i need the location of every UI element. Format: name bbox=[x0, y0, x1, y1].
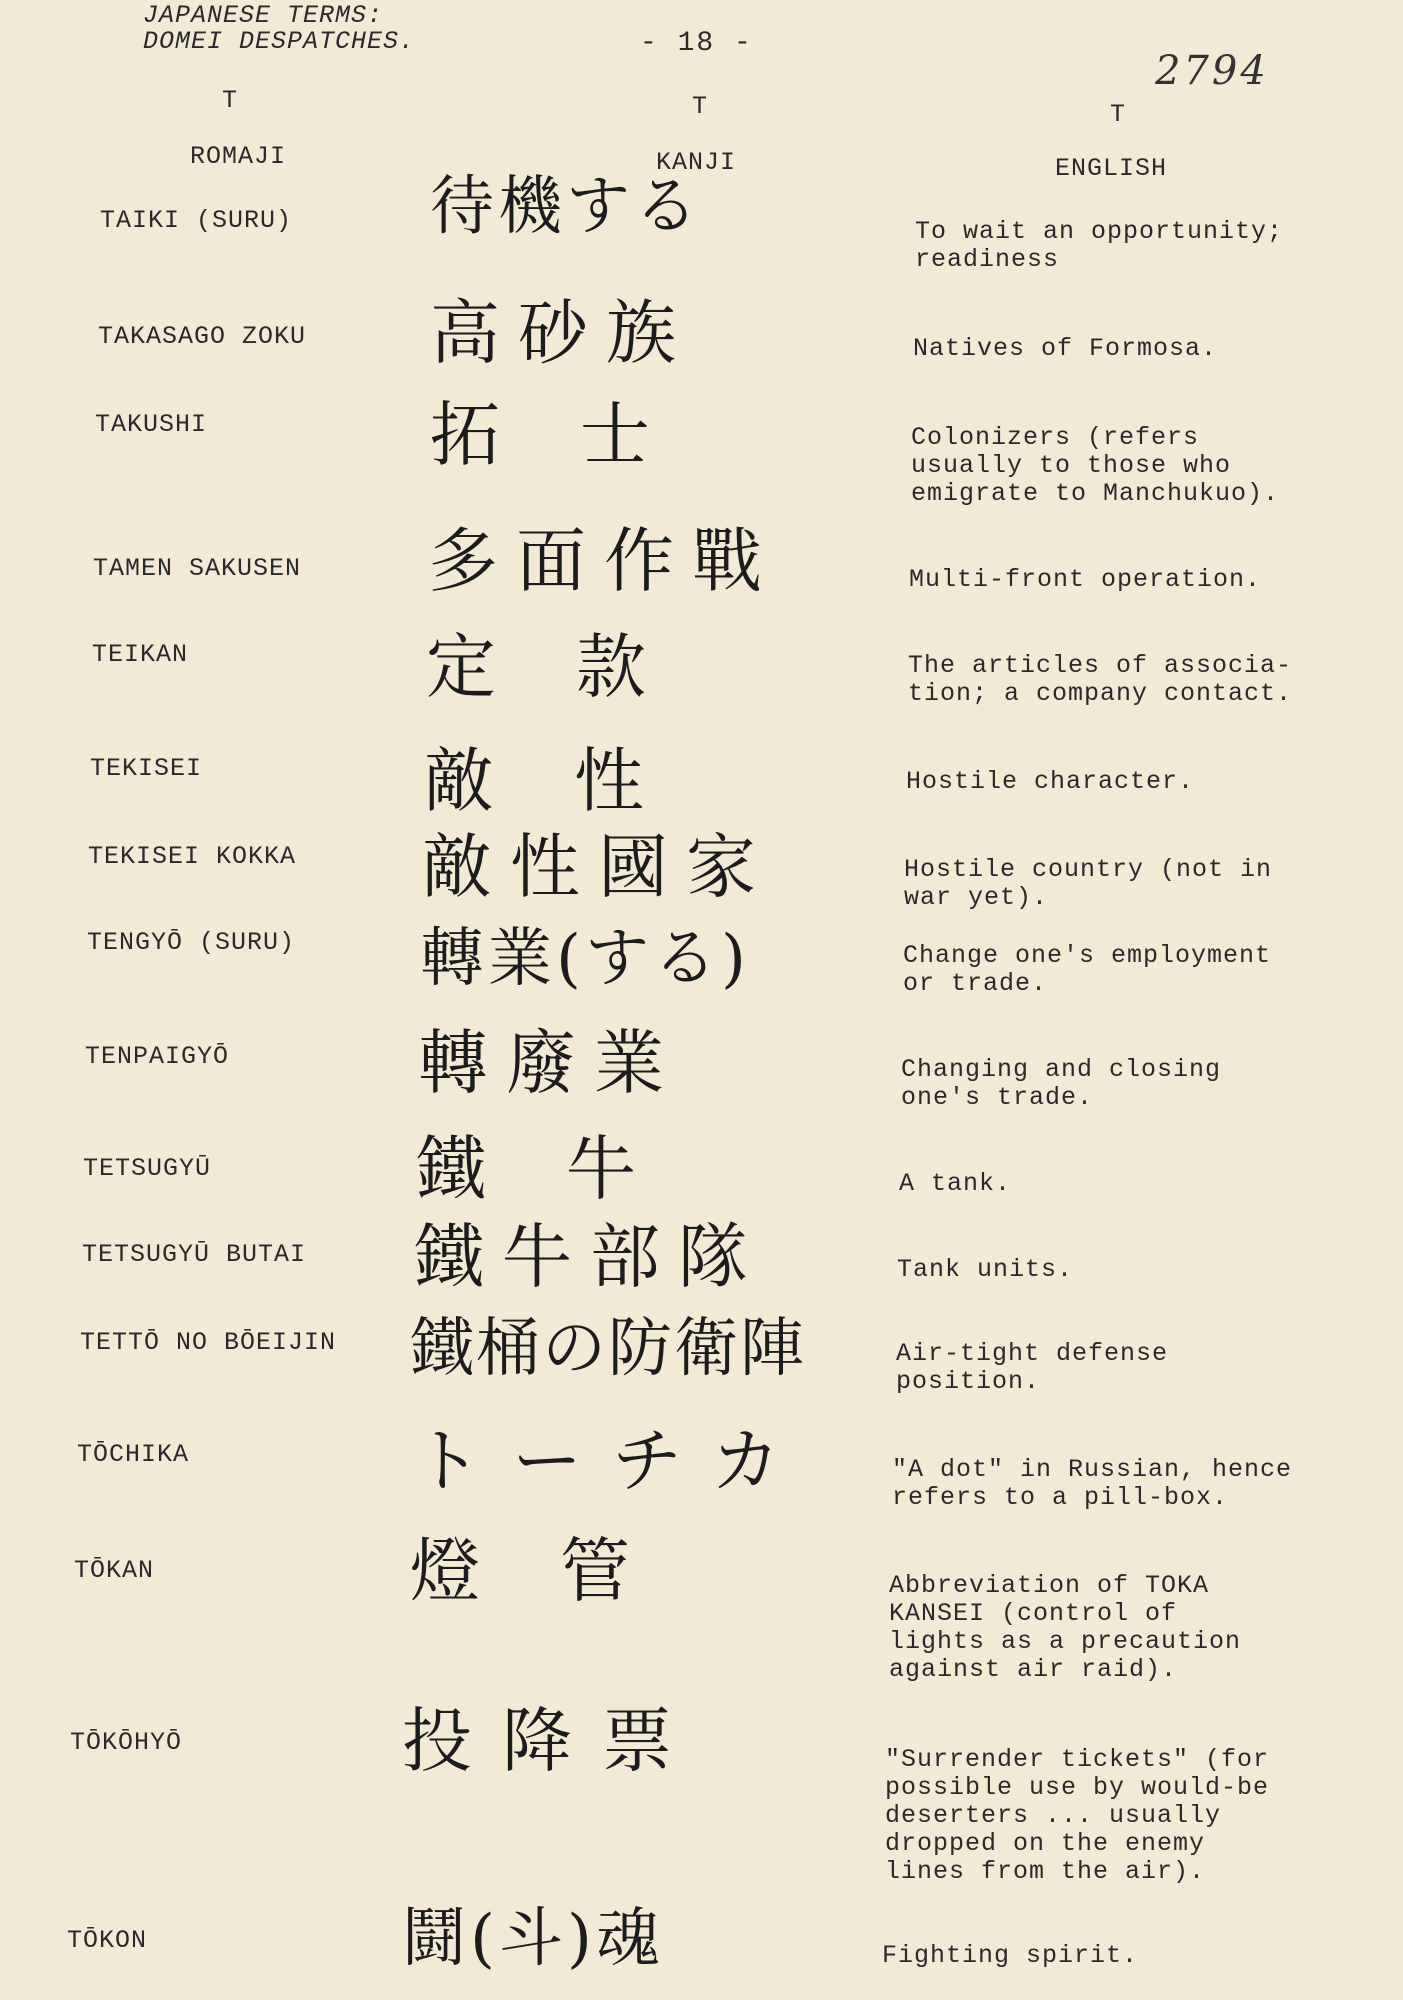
entry-7-romaji: TEKISEI KOKKA bbox=[88, 842, 297, 871]
entry-6-kanji: 敵性 bbox=[424, 740, 724, 822]
entry-16-english: Fighting spirit. bbox=[882, 1941, 1139, 1970]
column-header-kanji: KANJI bbox=[656, 148, 737, 177]
entry-6-romaji: TEKISEI bbox=[90, 754, 203, 783]
entry-15-kanji: 投降票 bbox=[402, 1700, 702, 1782]
entry-13-romaji: TŌCHIKA bbox=[77, 1440, 190, 1469]
entry-10-romaji: TETSUGYŪ bbox=[83, 1154, 212, 1183]
entry-8-english: Change one's employment or trade. bbox=[903, 941, 1272, 998]
entry-15-romaji: TŌKŌHYŌ bbox=[70, 1728, 183, 1757]
entry-13-english: "A dot" in Russian, hence refers to a pill-box. bbox=[892, 1455, 1293, 1512]
entry-4-english: Multi-front operation. bbox=[909, 565, 1262, 594]
entry-9-romaji: TENPAIGYŌ bbox=[85, 1042, 230, 1071]
entry-11-english: Tank units. bbox=[897, 1255, 1074, 1284]
entry-12-romaji: TETTŌ NO BŌEIJIN bbox=[80, 1328, 337, 1357]
entry-3-romaji: TAKUSHI bbox=[95, 410, 208, 439]
entry-14-kanji: 燈管 bbox=[410, 1530, 710, 1612]
entry-5-kanji: 定款 bbox=[426, 626, 726, 708]
header-title-line-2: DOMEI DESPATCHES. bbox=[143, 27, 416, 56]
entry-11-kanji: 鐵牛部隊 bbox=[414, 1216, 766, 1298]
entry-8-kanji: 轉業(する) bbox=[420, 922, 750, 996]
page-number: - 18 - bbox=[640, 28, 753, 59]
entry-1-kanji: 待機する bbox=[430, 170, 702, 244]
entry-4-kanji: 多面作戰 bbox=[428, 520, 780, 602]
column-mark-romaji: T bbox=[222, 86, 238, 115]
entry-5-english: The articles of associa- tion; a company contact. bbox=[908, 651, 1293, 708]
entry-16-romaji: TŌKON bbox=[67, 1926, 148, 1955]
entry-7-kanji: 敵性國家 bbox=[422, 826, 774, 908]
entry-13-kanji: トーチカ bbox=[412, 1420, 811, 1502]
entry-2-english: Natives of Formosa. bbox=[913, 334, 1218, 363]
entry-11-romaji: TETSUGYŪ BUTAI bbox=[82, 1240, 307, 1269]
entry-15-english: "Surrender tickets" (for possible use by would-be deserters ... usually dropped on the enemy lines from the air). bbox=[885, 1745, 1270, 1886]
entry-7-english: Hostile country (not in war yet). bbox=[904, 855, 1273, 912]
entry-2-romaji: TAKASAGO ZOKU bbox=[98, 322, 307, 351]
entry-1-english: To wait an opportunity; readiness bbox=[915, 217, 1284, 274]
entry-14-english: Abbreviation of TOKA KANSEI (control of lights as a precaution against air raid). bbox=[889, 1571, 1242, 1684]
header-title-line-1: JAPANESE TERMS: bbox=[143, 1, 384, 30]
entry-8-romaji: TENGYŌ (SURU) bbox=[87, 928, 296, 957]
column-header-english: ENGLISH bbox=[1055, 154, 1168, 183]
entry-12-english: Air-tight defense position. bbox=[896, 1339, 1169, 1396]
entry-10-english: A tank. bbox=[899, 1169, 1012, 1198]
entry-5-romaji: TEIKAN bbox=[92, 640, 189, 669]
column-mark-english: T bbox=[1110, 100, 1126, 129]
entry-12-kanji: 鐵桶の防衛陣 bbox=[410, 1312, 806, 1386]
entry-6-english: Hostile character. bbox=[906, 767, 1195, 796]
column-mark-kanji: T bbox=[692, 92, 708, 121]
entry-3-english: Colonizers (refers usually to those who emigrate to Manchukuo). bbox=[911, 423, 1280, 508]
entry-14-romaji: TŌKAN bbox=[74, 1556, 155, 1585]
handwritten-number: 2794 bbox=[1155, 48, 1269, 94]
entry-16-kanji: 鬪(斗)魂 bbox=[402, 1902, 664, 1976]
entry-2-kanji: 高砂族 bbox=[430, 292, 694, 374]
entry-1-romaji: TAIKI (SURU) bbox=[100, 206, 293, 235]
entry-9-kanji: 轉廢業 bbox=[418, 1022, 682, 1104]
column-header-romaji: ROMAJI bbox=[190, 142, 287, 171]
entry-9-english: Changing and closing one's trade. bbox=[901, 1055, 1222, 1112]
entry-10-kanji: 鐵牛 bbox=[416, 1128, 716, 1210]
entry-3-kanji: 拓士 bbox=[430, 394, 730, 476]
entry-4-romaji: TAMEN SAKUSEN bbox=[93, 554, 302, 583]
